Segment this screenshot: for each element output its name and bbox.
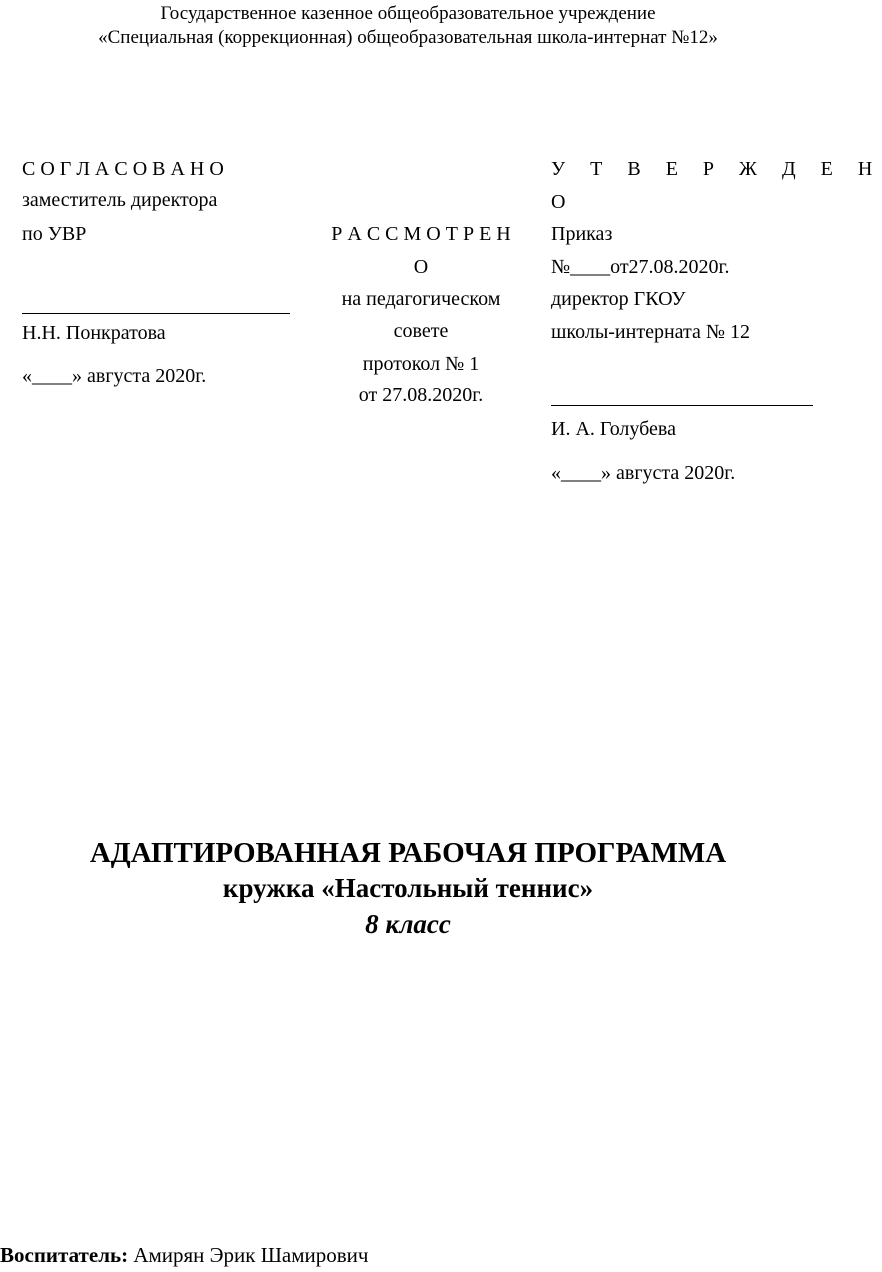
approval-right-heading-line2: О [551, 191, 566, 213]
teacher-name: Амирян Эрик Шамирович [128, 1243, 369, 1267]
program-title: АДАПТИРОВАННАЯ РАБОЧАЯ ПРОГРАММА [89, 837, 727, 869]
program-grade: 8 класс [365, 909, 451, 939]
institution-name-line1: Государственное казенное общеобразовательное учреждение [160, 3, 656, 24]
institution-name-line2: «Специальная (коррекционная) общеобразовательная школа-интернат №12» [98, 27, 718, 48]
approval-left-name: Н.Н. Понкратова [22, 322, 166, 344]
approval-left-date: «____» августа 2020г. [22, 365, 207, 387]
teacher-label: Воспитатель: [0, 1243, 129, 1267]
teacher-line [0, 1242, 368, 1268]
approval-right-order-number: №____от27.08.2020г. [551, 256, 730, 278]
program-subtitle: кружка «Настольный теннис» [222, 873, 594, 903]
approval-center-line3: на педагогическом [341, 288, 501, 310]
approval-center-heading-line2: О [413, 256, 429, 278]
approval-right-role-line1: директор ГКОУ [551, 288, 686, 310]
approval-center-heading-line1: Р А С С М О Т Р Е Н [331, 223, 511, 245]
approval-center-line4: совете [393, 320, 449, 342]
approval-right-block [551, 155, 882, 495]
approval-left-role-line2: по УВР [22, 223, 87, 245]
approval-left-heading: С О Г Л А С О В А Н О [22, 158, 224, 180]
approval-center-line6: от 27.08.2020г. [358, 384, 484, 406]
approval-right-signature-line [551, 405, 813, 406]
approval-left-role-line1: заместитель директора [22, 189, 218, 211]
approval-right-date: «____» августа 2020г. [551, 462, 736, 484]
approval-right-heading-line1: У Т В Е Р Ж Д Е Н [551, 158, 882, 180]
approval-left-signature-line [22, 313, 290, 314]
approval-center-line5: протокол № 1 [362, 353, 480, 375]
approval-right-role-line2: школы-интерната № 12 [551, 321, 750, 343]
approval-right-order-label: Приказ [551, 223, 613, 245]
approval-left-block [22, 155, 302, 395]
approval-right-name: И. А. Голубева [551, 418, 676, 440]
approval-center-block [311, 220, 531, 410]
